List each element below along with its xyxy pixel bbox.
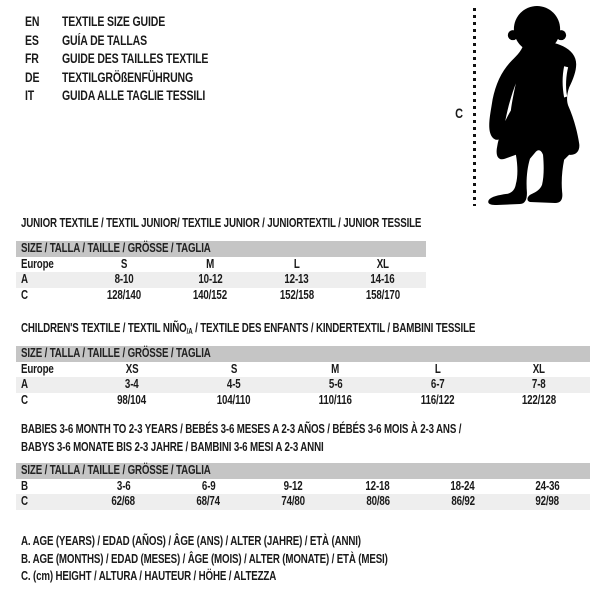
row-label: B bbox=[21, 478, 28, 493]
language-code: EN bbox=[25, 14, 40, 29]
cell: 10-12 bbox=[198, 272, 223, 286]
language-code: ES bbox=[25, 32, 39, 48]
row-label: C bbox=[21, 287, 28, 302]
cell: 18-24 bbox=[450, 478, 475, 493]
title-subscript: /A bbox=[186, 327, 193, 336]
height-measure-label: C bbox=[455, 105, 463, 121]
cell: 116/122 bbox=[420, 392, 455, 407]
junior-size-table bbox=[16, 241, 426, 303]
cell: 140/152 bbox=[193, 287, 228, 302]
language-code: DE bbox=[25, 69, 40, 85]
babies-table-title: BABIES 3-6 MONTH TO 2-3 YEARS / BEBÉS 3-6 MESES A 2-3 AÑOS / BÉBÉS 3-6 MOIS À 2-3 ANS / BABYS 3-6 MONATE BIS 2-3 JAHRE / BAMBINI 3-6 MESI A 2-3 ANNI bbox=[21, 422, 462, 454]
cell: 62/68 bbox=[111, 494, 136, 508]
cell: 80/86 bbox=[366, 494, 390, 508]
cell: 3-4 bbox=[125, 377, 139, 391]
cell: 6-9 bbox=[201, 478, 216, 493]
row-label: Europe bbox=[21, 256, 54, 271]
cell: 4-5 bbox=[226, 377, 241, 391]
cell: 3-6 bbox=[116, 478, 131, 493]
language-row-de bbox=[25, 69, 249, 88]
cell: XL bbox=[376, 256, 389, 271]
language-row-es bbox=[25, 32, 249, 51]
cell: 8-10 bbox=[114, 272, 134, 286]
language-row-en bbox=[25, 13, 249, 32]
table-row-height bbox=[16, 494, 590, 510]
row-label: C bbox=[21, 392, 28, 407]
cell: M bbox=[331, 361, 340, 376]
language-label: GUIDA ALLE TAGLIE TESSILI bbox=[61, 88, 205, 104]
language-label: GUÍA DE TALLAS bbox=[61, 32, 147, 48]
cell: L bbox=[293, 256, 300, 271]
cell: 152/158 bbox=[279, 287, 314, 302]
footnote-a: A. AGE (YEARS) / EDAD (AÑOS) / ÂGE (ANS) / ALTER (JAHRE) / ETÀ (ANNI) bbox=[21, 534, 361, 548]
cell: 12-18 bbox=[365, 478, 390, 493]
cell: 158/170 bbox=[365, 287, 400, 302]
cell: S bbox=[230, 361, 237, 376]
language-row-fr bbox=[25, 50, 249, 69]
table-row-europe bbox=[16, 257, 426, 273]
table-row-height bbox=[16, 288, 426, 304]
table-row-europe bbox=[16, 362, 590, 378]
table-row-age bbox=[16, 272, 426, 288]
children-table-title: CHILDREN'S TEXTILE / TEXTIL $NIÑO_{/A}$ / TEXTILE DES ENFANTS / KINDERTEXTIL / BAMBINI TESSILE bbox=[21, 321, 476, 336]
row-label: Europe bbox=[21, 361, 54, 376]
cell: 68/74 bbox=[196, 494, 221, 508]
cell: 7-8 bbox=[532, 377, 546, 391]
cell: 86/92 bbox=[450, 494, 475, 508]
cell: 12-13 bbox=[284, 272, 309, 286]
language-label: GUIDE DES TAILLES TEXTILE bbox=[61, 51, 209, 67]
babies-size-table bbox=[16, 463, 590, 510]
row-label: A bbox=[21, 377, 28, 391]
cell: 104/110 bbox=[216, 392, 251, 407]
cell: 14-16 bbox=[370, 272, 395, 286]
footnote-b: B. AGE (MONTHS) / EDAD (MESES) / ÂGE (MOIS) / ALTER (MONATE) / ETÀ (MESI) bbox=[21, 551, 388, 566]
cell: 74/80 bbox=[281, 494, 305, 508]
language-list bbox=[25, 13, 249, 106]
cell: XS bbox=[125, 361, 139, 376]
row-label: C bbox=[21, 494, 28, 508]
table-row-height bbox=[16, 393, 590, 409]
height-dotted-line bbox=[473, 8, 476, 206]
cell: XL bbox=[533, 361, 546, 376]
cell: M bbox=[206, 256, 215, 271]
language-label: TEXTILGRÖßENFÜHRUNG bbox=[61, 69, 193, 85]
cell: 110/116 bbox=[318, 392, 353, 407]
language-row-it bbox=[25, 87, 249, 106]
table-row-age bbox=[16, 377, 590, 393]
cell: 5-6 bbox=[328, 377, 343, 391]
size-header-bar: SIZE / TALLA / TAILLE / GRÖSSE / TAGLIA bbox=[16, 346, 590, 362]
size-header-bar: SIZE / TALLA / TAILLE / GRÖSSE / TAGLIA bbox=[16, 241, 426, 257]
cell: 98/104 bbox=[117, 392, 147, 407]
footnote-c: C. (cm) HEIGHT / ALTURA / HAUTEUR / HÖHE / ALTEZZA bbox=[21, 569, 277, 583]
row-label: A bbox=[21, 272, 28, 286]
footnotes bbox=[21, 533, 491, 586]
baby-silhouette-icon bbox=[483, 4, 593, 207]
children-size-table bbox=[16, 346, 590, 408]
size-header-bar: SIZE / TALLA / TAILLE / GRÖSSE / TAGLIA bbox=[16, 463, 590, 479]
cell: 128/140 bbox=[107, 287, 142, 302]
language-code: IT bbox=[25, 88, 35, 104]
cell: 24-36 bbox=[535, 478, 560, 493]
cell: 6-7 bbox=[430, 377, 445, 391]
table-row-months bbox=[16, 479, 590, 495]
cell: 122/128 bbox=[522, 392, 557, 407]
language-code: FR bbox=[25, 51, 39, 67]
language-label: TEXTILE SIZE GUIDE bbox=[61, 14, 165, 29]
cell: L bbox=[434, 361, 441, 376]
cell: 9-12 bbox=[283, 478, 303, 493]
junior-table-title: JUNIOR TEXTILE / TEXTIL JUNIOR/ TEXTILE JUNIOR / JUNIORTEXTIL / JUNIOR TESSILE bbox=[21, 216, 422, 230]
cell: 92/98 bbox=[535, 494, 560, 508]
cell: S bbox=[120, 256, 128, 271]
